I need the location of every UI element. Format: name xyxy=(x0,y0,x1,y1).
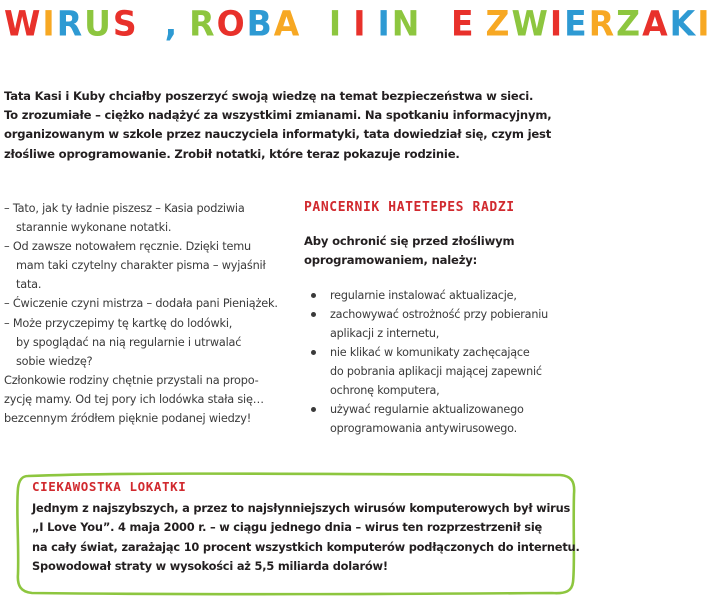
page-title xyxy=(4,3,711,44)
dialog-line: bezcennym źródłem pięknie podanej wiedzy! xyxy=(4,412,252,426)
title-letter xyxy=(476,3,486,45)
title-letter: I xyxy=(697,3,711,44)
advice-item xyxy=(304,286,584,305)
title-letter: B xyxy=(246,3,274,44)
title-letter: O xyxy=(216,3,247,44)
advice-item-line: używać regularnie aktualizowanego xyxy=(330,403,524,417)
title-letter: K xyxy=(301,3,329,44)
advice-item-line: oprogramowania antywirusowego. xyxy=(330,422,517,436)
title-letter: N xyxy=(391,3,422,44)
dialog-line: tata. xyxy=(16,278,42,292)
title-letter: S xyxy=(112,3,139,44)
advice-title: PANCERNIK HATETEPES RADZI xyxy=(304,200,515,215)
bullet-dot-icon xyxy=(311,293,316,298)
title-letter: R xyxy=(56,3,85,44)
trivia-text xyxy=(32,499,580,577)
bullet-dot-icon xyxy=(311,312,316,317)
title-letter: I xyxy=(353,3,368,44)
title-letter: I xyxy=(42,3,57,44)
dialog-line: – Od zawsze notowałem ręcznie. Dzięki temu xyxy=(4,240,251,254)
dialog-line: sobie wiedzę? xyxy=(16,354,93,368)
dialog-line: – Może przyczepimy tę kartkę do lodówki, xyxy=(4,316,233,330)
advice-item xyxy=(304,343,584,400)
title-letter: I xyxy=(549,3,565,44)
title-letter: I xyxy=(328,3,344,44)
title-letter: Z xyxy=(485,3,512,44)
dialog-text xyxy=(4,199,284,428)
bullet-dot-icon xyxy=(311,350,316,355)
dialog-line: Członkowie rodziny chętnie przystali na propo- xyxy=(4,373,259,387)
intro-line: Tata Kasi i Kuby chciałby poszerzyć swoją wiedzę na temat bezpieczeństwa w sieci. xyxy=(4,89,534,103)
title-letter xyxy=(367,3,377,45)
intro-line: złośliwe oprogramowanie. Zrobił notatki, które teraz pokazuje rodzinie. xyxy=(4,146,460,161)
advice-lead-line: Aby ochronić się przed złośliwym xyxy=(304,234,515,248)
advice-item-line: nie klikać w komunikaty zachęcające xyxy=(330,345,530,359)
advice-list xyxy=(304,286,584,439)
title-letter: E xyxy=(564,3,589,44)
title-letter: R xyxy=(189,3,217,44)
intro-line: organizowanym w szkole przez nauczyciela informatyki, tata dowiedział się, czym jest xyxy=(4,127,552,142)
dialog-line: – Ćwiczenie czyni mistrza – dodała pani Pieniążek. xyxy=(4,297,278,311)
dialog-line: zycję mamy. Od tej pory ich lodówka stała się… xyxy=(4,392,264,406)
title-letter xyxy=(179,3,189,45)
title-letter: N xyxy=(421,3,451,44)
title-letter: I xyxy=(377,3,392,44)
title-letter: Z xyxy=(616,3,643,44)
trivia-line: Spowodował straty w wysokości aż 5,5 miliarda dolarów! xyxy=(32,559,388,574)
title-letter: A xyxy=(273,3,302,44)
dialog-line: – Tato, jak ty ładnie piszesz – Kasia podziwia xyxy=(4,202,245,215)
advice-sidebar xyxy=(304,198,584,438)
advice-lead xyxy=(304,232,584,271)
trivia-line: Jednym z najszybszych, a przez to najsłynniejszych wirusów komputerowych był wirus xyxy=(32,501,571,515)
advice-item xyxy=(304,305,584,343)
title-letter: R xyxy=(588,3,617,44)
advice-item-line: regularnie instalować aktualizacje, xyxy=(330,288,517,302)
title-letter: Y xyxy=(138,3,165,44)
bullet-dot-icon xyxy=(311,407,316,412)
title-letter: W xyxy=(4,3,43,44)
advice-item xyxy=(304,400,584,438)
title-letter: , xyxy=(164,3,180,44)
dialog-line: mam taki czytelny charakter pisma – wyjaśnił xyxy=(16,259,266,273)
trivia-line: na cały świat, zarażając 10 procent wszystkich komputerów podłączonych do internetu. xyxy=(32,539,580,554)
intro-line: To zrozumiałe – ciężko nadążyć za wszystkimi zmianami. Na spotkaniu informacyjnym, xyxy=(4,108,552,123)
advice-item-line: zachowywać ostrożność przy pobieraniu xyxy=(330,307,549,321)
advice-item-line: aplikacji z internetu, xyxy=(330,326,440,340)
trivia-title: CIEKAWOSTKA LOKATKI xyxy=(32,479,187,494)
advice-item-line: do pobrania aplikacji mającej zapewnić xyxy=(330,364,542,378)
trivia-line: „I Love You”. 4 maja 2000 r. – w ciągu jednego dnia – wirus ten rozprzestrzenił się xyxy=(32,520,543,535)
trivia-box xyxy=(12,470,580,598)
advice-item-line: ochronę komputera, xyxy=(330,384,440,398)
dialog-line: by spoglądać na nią regularnie i utrwalać xyxy=(16,335,242,349)
dialog-line: starannie wykonane notatki. xyxy=(16,221,172,235)
title-letter: W xyxy=(511,3,550,44)
title-letter: K xyxy=(669,3,698,44)
title-letter: E xyxy=(451,3,476,44)
title-letter xyxy=(343,3,353,45)
advice-lead-line: oprogramowaniem, należy: xyxy=(304,253,478,268)
intro-paragraph xyxy=(4,87,564,164)
title-letter: A xyxy=(642,3,670,44)
title-letter: U xyxy=(84,3,113,44)
